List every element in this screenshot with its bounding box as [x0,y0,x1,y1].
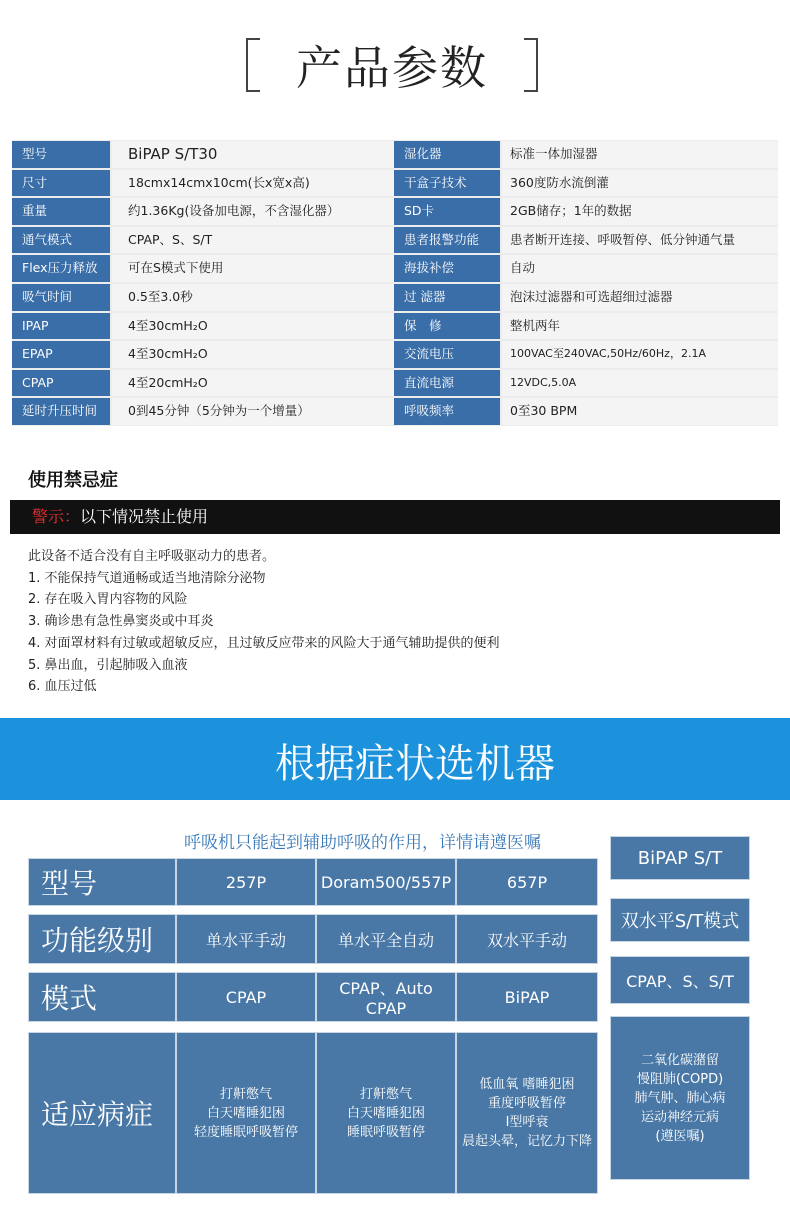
spec-value: 泡沫过滤器和可选超细过滤器 [502,284,778,311]
spec-key: 型号 [12,141,110,168]
spec-key: 交流电压 [394,341,500,368]
warning-text: 以下情况禁止使用 [80,507,209,526]
spec-value: 标准一体加湿器 [502,141,778,168]
spec-key: 患者报警功能 [394,227,500,254]
list-item: 1. 不能保持气道通畅或适当地清除分泌物 [28,570,266,586]
spec-key: 重量 [12,198,110,225]
spec-value: 0.5至3.0秒 [112,284,394,311]
spec-value: 可在S模式下使用 [112,255,394,282]
model-cell: 657P [456,858,598,906]
spec-row [12,254,778,283]
level-cell: 单水平手动 [176,914,316,964]
spec-table [12,140,778,426]
spec-key: 保 修 [394,313,500,340]
model-cell: Doram500/557P [316,858,456,906]
contraindications-title: 使用禁忌症 [28,470,118,491]
spec-row [12,369,778,398]
list-item: 2. 存在吸入胃内容物的风险 [28,592,188,608]
comparison-table [28,858,598,1194]
side-diseases [610,1016,750,1180]
mode-cell: BiPAP [456,972,598,1022]
disease-line: 白天嗜睡犯困 [346,1105,425,1121]
side-level: 双水平S/T模式 [610,898,750,942]
spec-row [12,197,778,226]
spec-row [12,312,778,341]
level-cell: 单水平全自动 [316,914,456,964]
disease-line: 打鼾憋气 [359,1086,412,1102]
spec-row [12,226,778,255]
right-bracket [524,38,538,92]
mode-cell: CPAP、Auto CPAP [316,972,456,1022]
section-title: 产品参数 [296,41,488,95]
level-header: 功能级别 [28,914,176,964]
disease-line: 重度呼吸暂停 [487,1096,566,1111]
disease-line: 慢阻肺(COPD) [636,1071,724,1087]
spec-key: 通气模式 [12,227,110,254]
list-item: 6. 血压过低 [28,679,97,695]
spec-row [12,169,778,198]
disease-line: I型呼衰 [505,1115,549,1130]
spec-key: 湿化器 [394,141,500,168]
advice-note: 呼吸机只能起到辅助呼吸的作用，详情请遵医嘱 [184,833,541,853]
list-item: 5. 鼻出血，引起肺吸入血液 [28,657,188,673]
mode-header: 模式 [28,972,176,1022]
spec-value: 0到45分钟（5分钟为一个增量） [112,398,394,425]
side-model: BiPAP S/T [610,836,750,880]
spec-value: 4至30cmH₂O [112,341,394,368]
spec-key: 延时升压时间 [12,398,110,425]
disease-line: 轻度睡眠呼吸暂停 [193,1124,298,1140]
disease-line: 低血氧 嗜睡犯困 [479,1077,575,1092]
section-header [0,0,790,130]
spec-value: 12VDC,5.0A [502,370,778,397]
spec-key: CPAP [12,370,110,397]
spec-value: 18cmx14cmx10cm(长x宽x高) [112,170,394,197]
warning-bar [10,500,780,534]
disease-line: 二氧化碳潴留 [640,1052,719,1068]
spec-value: 0至30 BPM [502,398,778,425]
spec-value: 2GB储存；1年的数据 [502,198,778,225]
disease-line: 运动神经元病 [640,1109,719,1125]
spec-value: 患者断开连接、呼吸暂停、低分钟通气量 [502,227,778,254]
spec-row [12,283,778,312]
disease-line: (遵医嘱) [655,1128,705,1144]
spec-key: IPAP [12,313,110,340]
spec-key: 吸气时间 [12,284,110,311]
warning-label: 警示： [32,507,81,526]
spec-key: 尺寸 [12,170,110,197]
disease-line: 白天嗜睡犯困 [206,1105,285,1121]
disease-line: 肺气肿、肺心病 [634,1090,726,1106]
selection-banner [0,718,790,800]
disease-cell [316,1032,456,1194]
banner-title: 根据症状选机器 [275,741,555,787]
spec-key: 直流电源 [394,370,500,397]
spec-row [12,140,778,169]
disease-cell [456,1032,598,1194]
level-cell: 双水平手动 [456,914,598,964]
side-mode: CPAP、S、S/T [610,956,750,1004]
spec-key: Flex压力释放 [12,255,110,282]
model-cell: 257P [176,858,316,906]
list-item: 4. 对面罩材料有过敏或超敏反应，且过敏反应带来的风险大于通气辅助提供的便利 [28,635,500,651]
model-header: 型号 [28,858,176,906]
spec-value: BiPAP S/T30 [112,141,394,168]
spec-key: 呼吸频率 [394,398,500,425]
spec-value: 4至30cmH₂O [112,313,394,340]
disease-line: 睡眠呼吸暂停 [346,1124,425,1140]
spec-value: 自动 [502,255,778,282]
spec-value: 4至20cmH₂O [112,370,394,397]
spec-row [12,397,778,426]
spec-value: 100VAC至240VAC,50Hz/60Hz，2.1A [502,341,778,368]
spec-value: 整机两年 [502,313,778,340]
spec-value: 360度防水流倒灌 [502,170,778,197]
left-bracket [246,38,260,92]
mode-cell: CPAP [176,972,316,1022]
disease-cell [176,1032,316,1194]
spec-key: SD卡 [394,198,500,225]
list-item: 此设备不适合没有自主呼吸驱动力的患者。 [28,549,276,564]
list-item: 3. 确诊患有急性鼻窦炎或中耳炎 [28,614,214,630]
spec-key: EPAP [12,341,110,368]
spec-value: CPAP、S、S/T [112,227,394,254]
contraindications-list [28,546,788,698]
disease-header: 适应病症 [28,1032,176,1194]
spec-key: 干盒子技术 [394,170,500,197]
spec-key: 过 滤器 [394,284,500,311]
disease-line: 晨起头晕，记忆力下降 [461,1134,592,1149]
spec-key: 海拔补偿 [394,255,500,282]
disease-line: 打鼾憋气 [219,1086,272,1102]
spec-row [12,340,778,369]
spec-value: 约1.36Kg(设备加电源，不含湿化器） [112,198,394,225]
